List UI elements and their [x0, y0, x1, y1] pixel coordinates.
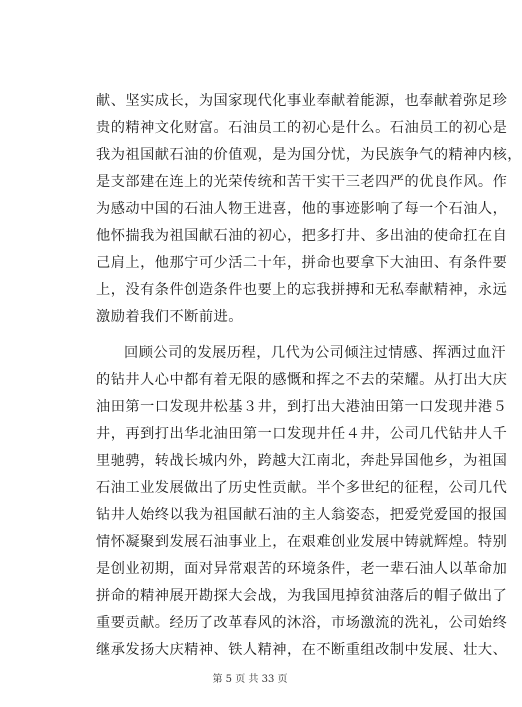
paragraph-1-line-9: 激励着我们不断前进。 — [96, 309, 243, 325]
paragraph-1-line-5: 为感动中国的石油人物王进喜，他的事迹影响了每一个石油人， — [96, 201, 508, 217]
paragraph-2-line-11: 重要贡献。经历了改革春风的沐浴，市场激流的洗礼，公司始终 — [96, 615, 508, 631]
paragraph-2-line-1: 回顾公司的发展历程，几代为公司倾注过情感、挥洒过血汗 — [124, 345, 506, 361]
paragraph-2-line-9: 是创业初期，面对异常艰苦的环境条件，老一辈石油人以革命加 — [96, 561, 508, 577]
paragraph-2-line-3: 油田第一口发现井松基３井，到打出大港油田第一口发现井港５ — [96, 399, 508, 415]
paragraph-1-line-8: 上，没有条件创造条件也要上的忘我拼搏和无私奉献精神，永远 — [96, 282, 508, 298]
paragraph-2-line-7: 钻井人始终以我为祖国献石油的主人翁姿态，把爱党爱国的报国 — [96, 507, 508, 523]
paragraph-2-line-6: 石油工业发展做出了历史性贡献。半个多世纪的征程，公司几代 — [96, 480, 508, 496]
page-number-footer: 第 5 页 共 33 页 — [212, 674, 288, 685]
paragraph-2-line-5: 里驰骋，转战长城内外，跨越大江南北，奔赴异国他乡，为祖国 — [96, 453, 508, 469]
paragraph-2-line-12: 继承发扬大庆精神、铁人精神，在不断重组改制中发展、壮大、 — [96, 642, 508, 658]
paragraph-1-line-4: 是支部建在连上的光荣传统和苦干实干三老四严的优良作风。作 — [96, 174, 508, 190]
paragraph-1-line-6: 他怀揣我为祖国献石油的初心，把多打井、多出油的使命扛在自 — [96, 228, 508, 244]
paragraph-1-line-3: 我为祖国献石油的价值观，是为国分忧，为民族争气的精神内核， — [96, 147, 522, 163]
paragraph-2-line-2: 的钻井人心中都有着无限的感慨和挥之不去的荣耀。从打出大庆 — [96, 372, 508, 388]
paragraph-1-line-7: 己肩上，他那宁可少活二十年，拼命也要拿下大油田、有条件要 — [96, 255, 508, 271]
paragraph-2-line-10: 拼命的精神展开勘探大会战，为我国甩掉贫油落后的帽子做出了 — [96, 588, 508, 604]
paragraph-2-line-4: 井，再到打出华北油田第一口发现井任４井，公司几代钻井人千 — [96, 426, 508, 442]
paragraph-1-line-1: 献、坚实成长，为国家现代化事业奉献着能源，也奉献着弥足珍 — [96, 93, 508, 109]
paragraph-2-line-8: 情怀凝聚到发展石油事业上，在艰难创业发展中铸就辉煌。特别 — [96, 534, 508, 550]
paragraph-1-line-2: 贵的精神文化财富。石油员工的初心是什么。石油员工的初心是 — [96, 120, 508, 136]
